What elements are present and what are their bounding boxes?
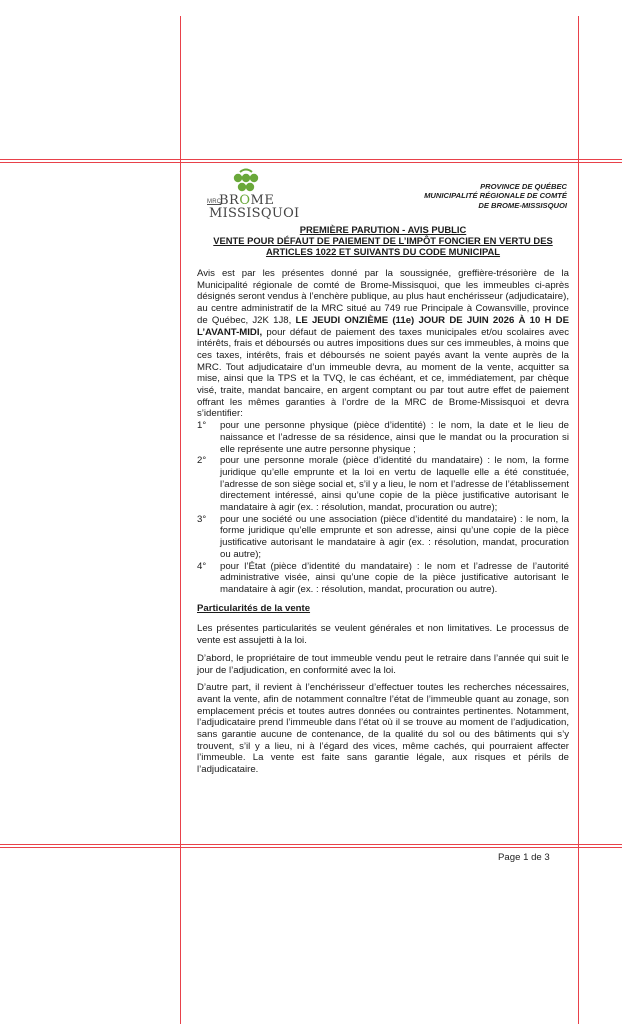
notice-body	[197, 268, 569, 776]
org-line: MUNICIPALITÉ RÉGIONALE DE COMTÉ	[424, 191, 567, 201]
list-item: 1° pour une personne physique (pièce d’identité) : le nom, la date et le lieu de naissance et l’adresse de sa résidence, ainsi que le mandat ou la procuration si elle représente une autre personne physique ;	[197, 420, 569, 455]
page-number: Page 1 de 3	[498, 852, 550, 863]
list-item: 4° pour l’État (pièce d’identité du mandataire) : le nom et l’adresse de l’autorité administrative visée, ainsi qu’une copie de la pièce justificative autorisant le mandataire à agir (ex. : résolution, mandat, procuration ou autre).	[197, 560, 569, 595]
notice-titles	[197, 224, 569, 257]
list-item: 2° pour une personne morale (pièce d’identité du mandataire) : le nom, la forme juridique qu’elle emprunte et la loi en vertu de laquelle elle a été constituée, l’adresse de son siège social et, s’il y a lieu, le nom et l’adresse de l’établissement directement intéressé, ainsi qu’une copie de la pièce justificative autorisant le mandataire à agir (ex. : résolution, mandat, procuration ou autre);	[197, 455, 569, 514]
guide-line-bottom-1	[0, 844, 622, 845]
notice-subtitle: ARTICLES 1022 ET SUIVANTS DU CODE MUNICIPAL	[265, 246, 501, 257]
guide-line-right	[578, 16, 579, 1024]
section-paragraph: D’abord, le propriétaire de tout immeuble vendu peut le retraire dans l’année qui suit le jour de l’adjudication, en conformité avec la loi.	[197, 652, 569, 676]
list-item: 3° pour une société ou une association (pièce d’identité du mandataire) : le nom, la forme juridique qu’elle emprunte et son adresse, ainsi qu’une copie de la pièce justificative autorisant le mandataire à agir (ex. : résolution, mandat, procuration ou autre);	[197, 513, 569, 560]
org-line: PROVINCE DE QUÉBEC	[480, 182, 567, 191]
section-paragraph: Les présentes particularités se veulent générales et non limitatives. Le processus de vente est assujetti à la loi.	[197, 623, 569, 647]
notice-subtitle: VENTE POUR DÉFAUT DE PAIEMENT DE L’IMPÔT FONCIER EN VERTU DES	[213, 235, 553, 246]
guide-line-top-2	[0, 162, 622, 163]
org-line: DE BROME-MISSISQUOI	[478, 200, 567, 210]
letterhead	[197, 166, 569, 222]
guide-line-left	[180, 16, 181, 1024]
organization-block	[424, 182, 567, 210]
logo-missisquoi-text: MISSISQUOI	[209, 206, 300, 221]
sale-date: LE JEUDI ONZIÈME (11e) JOUR DE JUIN 2026 À 10 H DE L’AVANT-MIDI,	[197, 314, 570, 338]
guide-line-top-1	[0, 159, 622, 160]
grapes-icon	[231, 168, 261, 196]
mrc-logo	[201, 168, 300, 221]
intro-paragraph: Avis est par les présentes donné par la soussignée, greffière-trésorière de la Municipalité régionale de comté de Brome-Missisquoi, que les immeubles ci-après désignés seront vendus à l’enchère publique, au plus haut enchérisseur (adjudicataire), au centre administratif de la MRC situé au 749 rue Principale à Cowansville, province de Québec, J2K 1J8, LE JEUDI ONZIÈME (11e) JOUR DE JUIN 2026 À 10 H DE L’AVANT-MIDI, pour défaut de paiement des taxes municipales et/ou scolaires avec intérêts, frais et déboursés ou autres impositions dues sur ces immeubles, à moins que ces taxes, intérêts, frais et déboursés ne soient payés avant la vente auprès de la MRC. Tout adjudicataire d’un immeuble devra, au moment de la vente, acquitter sa mise, ainsi que la TPS et la TVQ, le cas échéant, et ce, immédiatement, par chèque visé, traite, mandat bancaire, en argent comptant ou par tout autre effet de paiement offrant les mêmes garanties à l’ordre de la MRC de Brome-Missisquoi et devra s’identifier:	[197, 268, 570, 420]
logo-mrc-text: MRC	[207, 199, 222, 205]
guide-line-bottom-2	[0, 847, 622, 848]
document-page	[197, 166, 569, 782]
section-paragraph: D’autre part, il revient à l’enchérisseur d’effectuer toutes les recherches nécessaires, avant la vente, afin de notamment connaître l’état de l’immeuble quant au zonage, son emplacement précis et toutes autres données ou contraintes pertinentes. Notamment, l’adjudicataire prend l’immeuble dans l’état où il se trouve au moment de l’adjudication, sans garantie aucune de contenance, de la qualité du sol ou des bâtiments qui s’y trouvent, s’il y a lieu, ni à l’égard des vices, même cachés, qui pourraient affecter l’immeuble. La vente est faite sans garantie légale, aux risques et périls de l’adjudicataire.	[197, 682, 569, 776]
identification-list	[197, 420, 569, 596]
logo-brome-text: BROME	[219, 193, 275, 208]
section-heading: Particularités de la vente	[197, 602, 311, 614]
notice-title: PREMIÈRE PARUTION - AVIS PUBLIC	[299, 224, 467, 235]
